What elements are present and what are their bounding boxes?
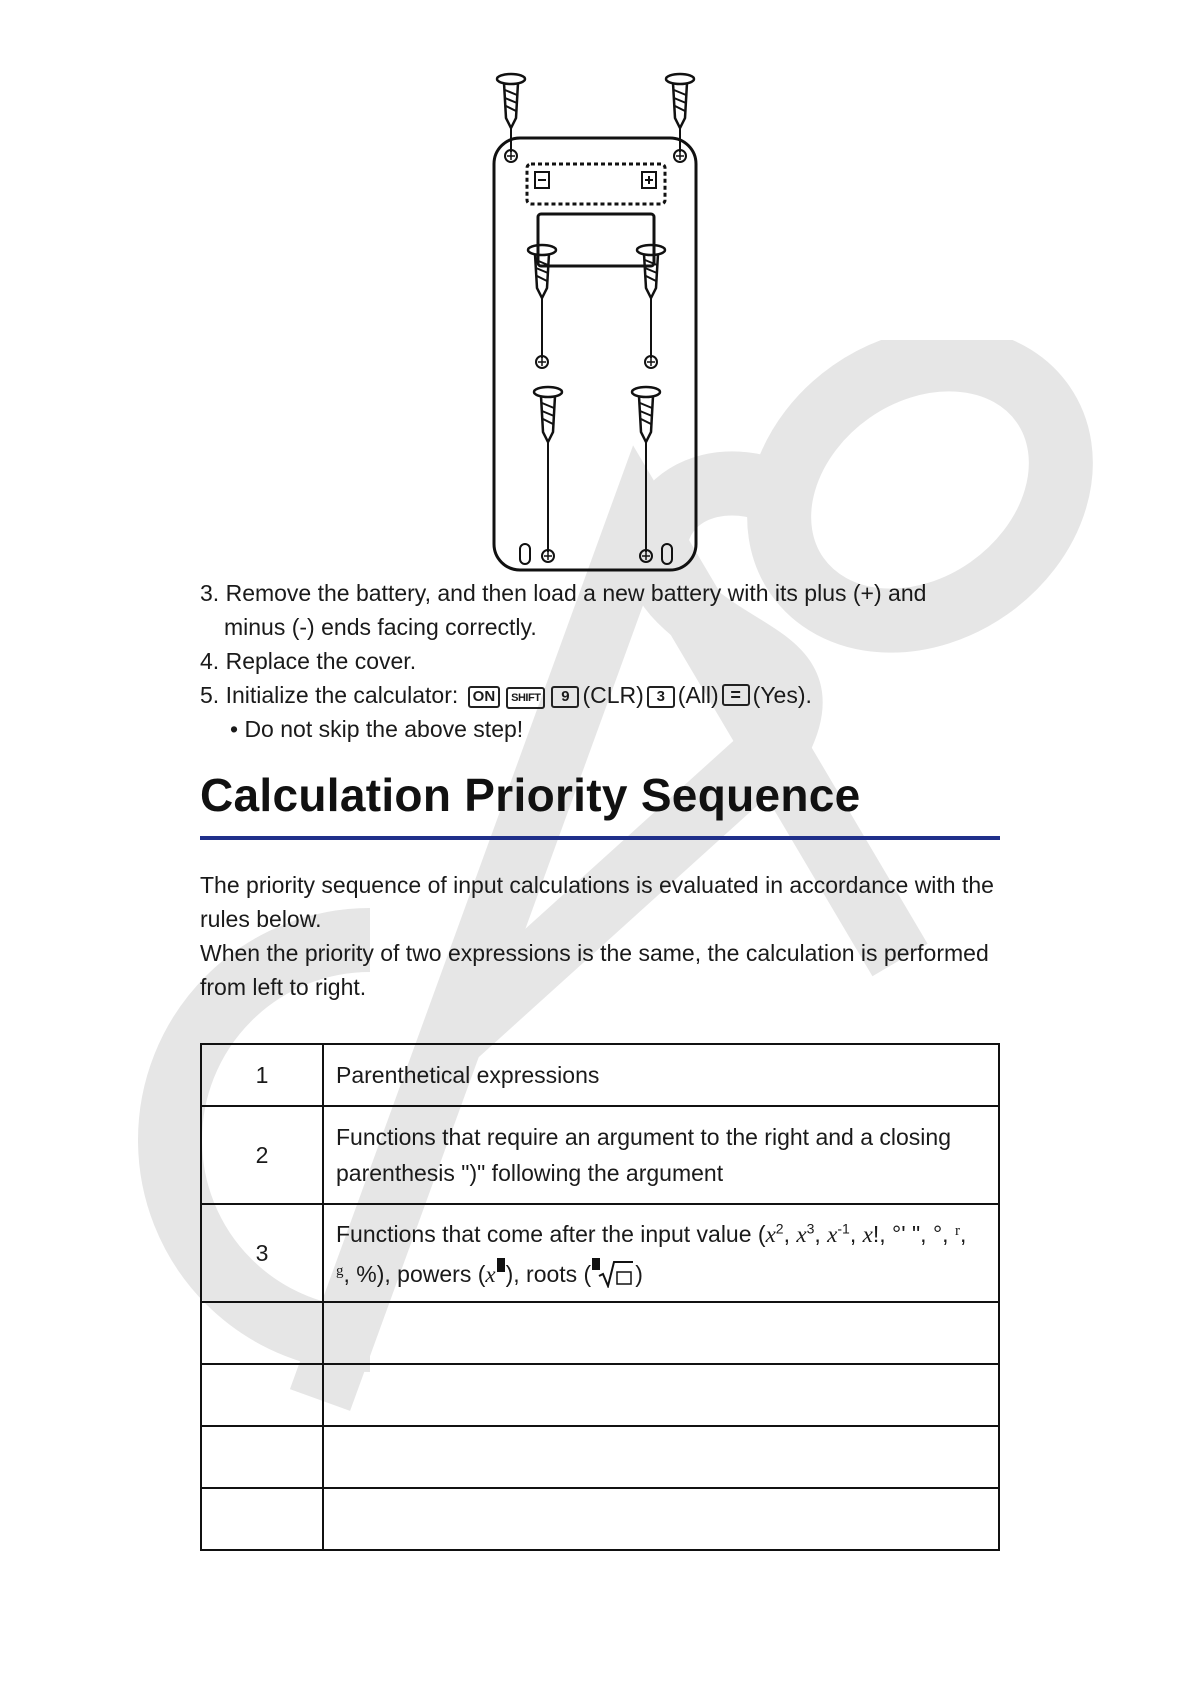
step-text: Replace the cover. (225, 648, 417, 674)
nth-root-icon (591, 1258, 635, 1288)
rank-cell (201, 1302, 323, 1364)
description-cell: Parenthetical expressions (323, 1044, 999, 1106)
rank-cell: 2 (201, 1106, 323, 1204)
step-5 (200, 678, 1020, 712)
equals-key-icon: = (722, 684, 750, 706)
battery-replacement-steps (200, 576, 1020, 746)
table-row (201, 1488, 999, 1550)
table-row (201, 1364, 999, 1426)
shift-key-icon: SHIFT (506, 687, 545, 709)
table-row (201, 1106, 999, 1204)
rank-cell: 1 (201, 1044, 323, 1106)
step-3 (200, 576, 1020, 610)
title-underline (200, 836, 1000, 840)
table-row (201, 1044, 999, 1106)
intro-text (200, 868, 1020, 1004)
three-key-icon: 3 (647, 686, 675, 708)
battery-cover-diagram (470, 70, 720, 580)
description-cell (323, 1488, 999, 1550)
table-row (201, 1302, 999, 1364)
rank-cell (201, 1426, 323, 1488)
step-3-continued: minus (-) ends facing correctly. (224, 614, 537, 640)
step-text: Remove the battery, and then load a new battery with its plus (+) and (225, 580, 927, 606)
intro-paragraph: When the priority of two expressions is the same, the calculation is performed from left to right. (200, 940, 989, 1000)
nine-key-icon: 9 (551, 686, 579, 708)
description-cell (323, 1302, 999, 1364)
all-label: (All) (677, 682, 719, 708)
yes-label: (Yes). (752, 682, 812, 708)
rank-cell: 3 (201, 1204, 323, 1302)
table-row (201, 1426, 999, 1488)
power-exponent-icon (496, 1258, 506, 1276)
intro-paragraph: The priority sequence of input calculations is evaluated in accordance with the rules below. (200, 872, 994, 932)
step-5-note: • Do not skip the above step! (230, 716, 524, 742)
description-cell (323, 1426, 999, 1488)
step-number: 4. (200, 648, 220, 674)
step-number: 5. (200, 682, 220, 708)
description-cell: Functions that require an argument to the right and a closing parenthesis ")" following the argument (323, 1106, 999, 1204)
on-key-icon: ON (468, 686, 501, 708)
section-title: Calculation Priority Sequence (200, 769, 861, 821)
rank-cell (201, 1488, 323, 1550)
description-cell: Functions that come after the input value ($x^2$, $x^3$, $x^{-1}$, x!, °' ", °, $^r$, $^g$, %), powers (x ), roots ( ) (323, 1204, 999, 1302)
step-text: Initialize the calculator: (225, 682, 459, 708)
priority-table (200, 1043, 1000, 1551)
table-row (201, 1204, 999, 1302)
description-cell (323, 1364, 999, 1426)
clr-label: (CLR) (582, 682, 644, 708)
rank-cell (201, 1364, 323, 1426)
step-4 (200, 644, 1020, 678)
step-number: 3. (200, 580, 220, 606)
